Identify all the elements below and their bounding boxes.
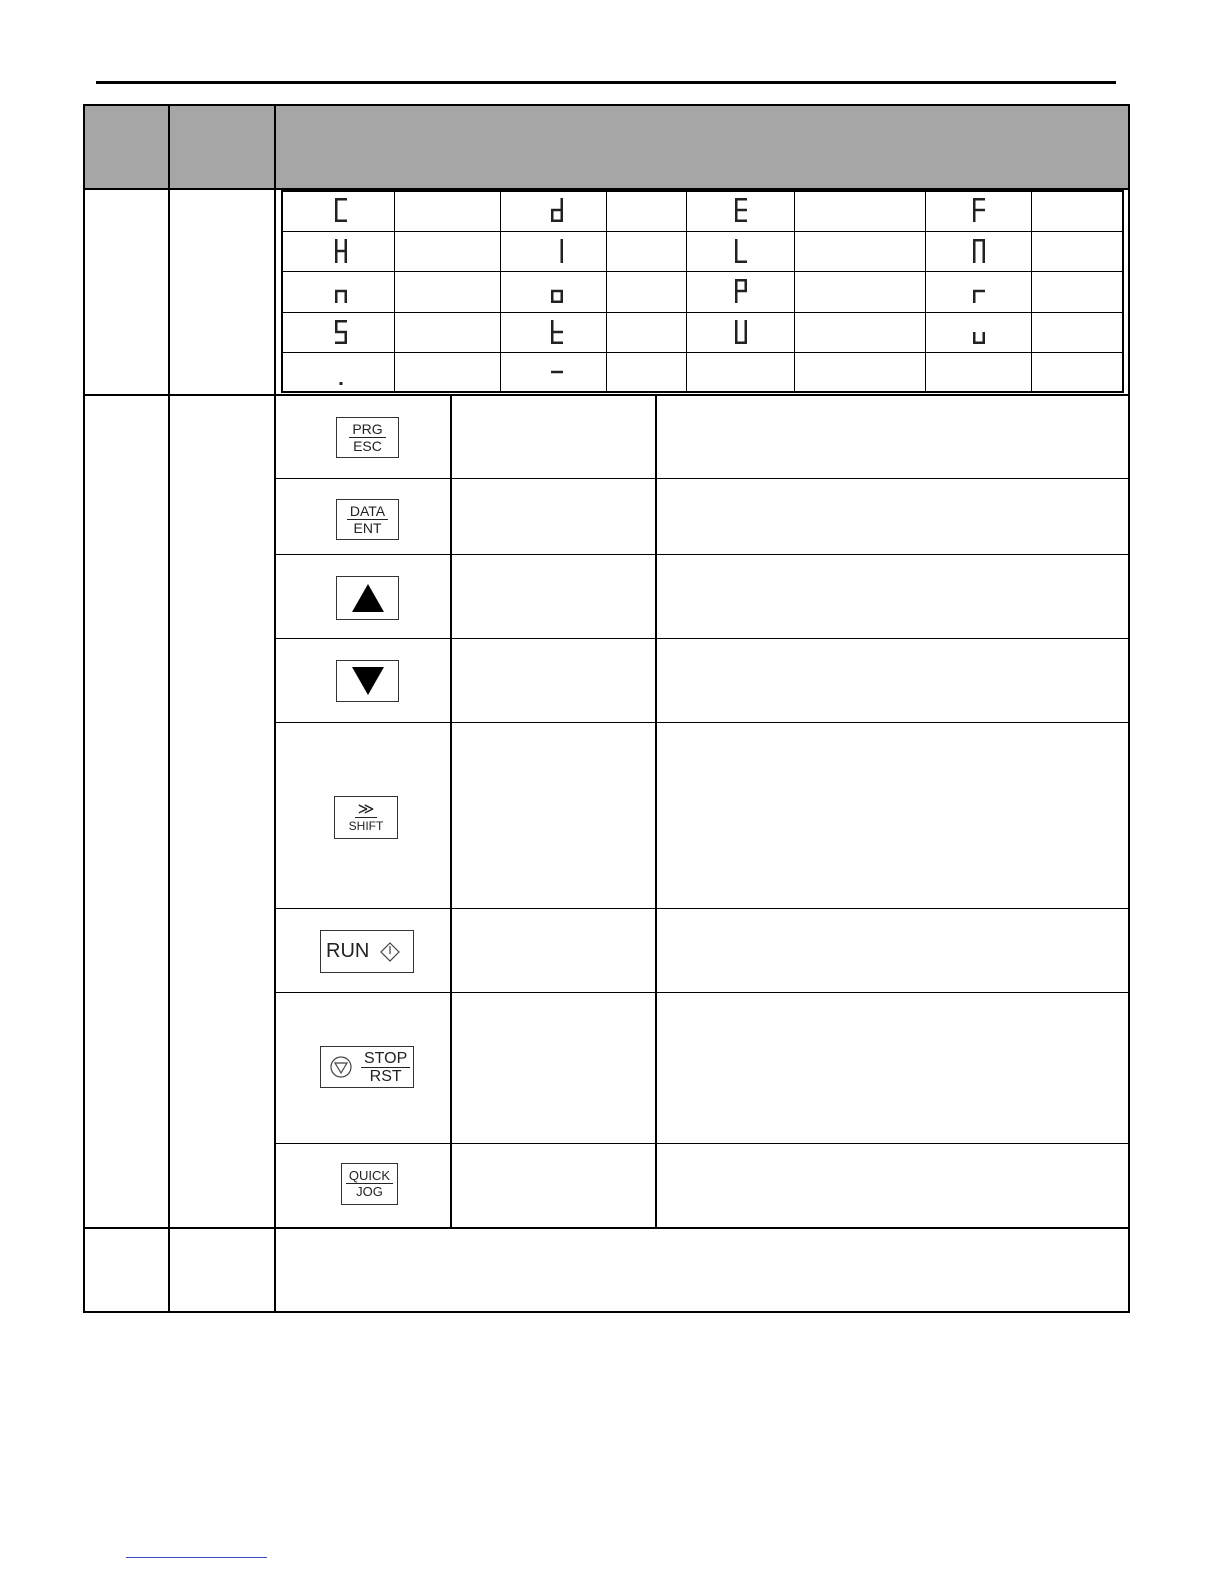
- segment-char-cell: [969, 277, 989, 305]
- esc-label: ESC: [353, 437, 382, 454]
- segment-char-cell: [547, 277, 567, 305]
- segment-bar: [973, 332, 976, 344]
- segment-char-glyph: [551, 360, 563, 384]
- seg-col-line: [606, 190, 607, 393]
- segment-bar: [551, 331, 563, 334]
- data-label: DATA: [347, 504, 388, 520]
- segment-bar: [551, 332, 554, 344]
- segment-char-cell: [969, 196, 989, 224]
- segment-char-glyph: [973, 320, 985, 344]
- segment-bar: [551, 290, 563, 293]
- key-row-divider: [275, 478, 1130, 479]
- segment-bar: [335, 210, 338, 222]
- segment-bar: [335, 342, 347, 345]
- segment-bar: [335, 198, 338, 210]
- segment-bar: [735, 209, 747, 212]
- segment-bar: [735, 332, 738, 344]
- segment-char-cell: [547, 318, 567, 346]
- key-row-divider: [275, 1143, 1130, 1144]
- key-row-divider: [275, 554, 1130, 555]
- column-divider-2: [274, 104, 276, 1313]
- stop-label: STOP: [361, 1050, 410, 1068]
- segment-char-glyph: [335, 279, 347, 303]
- segment-char-cell: [331, 358, 351, 386]
- segment-char-glyph: [735, 198, 747, 222]
- segment-bar: [973, 209, 985, 212]
- down-arrow-icon: [350, 665, 386, 697]
- segment-char-cell: [547, 196, 567, 224]
- segment-bar: [735, 198, 738, 210]
- seg-col-line: [686, 190, 687, 393]
- key-col-divider-2: [655, 395, 657, 1228]
- segment-bar: [561, 239, 564, 251]
- segment-bar: [561, 198, 564, 210]
- segment-bar: [983, 251, 986, 263]
- segment-bar: [345, 291, 348, 303]
- segment-char-cell: [731, 277, 751, 305]
- segment-char-cell: [547, 358, 567, 386]
- run-diamond-icon: [379, 941, 401, 963]
- segment-bar: [561, 251, 564, 263]
- segment-bar: [973, 210, 976, 222]
- segment-bar: [335, 320, 338, 332]
- up-arrow-icon: [350, 582, 386, 614]
- seg-col-line: [394, 190, 395, 393]
- segment-bar: [345, 239, 348, 251]
- segment-char-glyph: [551, 198, 563, 222]
- segment-bar: [973, 251, 976, 263]
- segment-bar: [973, 291, 976, 303]
- segment-bar: [335, 239, 338, 251]
- prg-label: PRG: [349, 422, 385, 438]
- column-divider-1: [168, 104, 170, 1313]
- segment-char-glyph: [973, 239, 985, 263]
- shift-key: [334, 796, 398, 839]
- row-divider-keys: [83, 394, 1130, 396]
- segment-bar: [551, 291, 554, 303]
- key-row-divider: [275, 992, 1130, 993]
- prg-esc-key: [336, 417, 399, 458]
- segment-bar: [335, 251, 338, 263]
- segment-bar: [735, 210, 738, 222]
- segment-char-glyph: [551, 239, 563, 263]
- segment-bar: [983, 239, 986, 251]
- segment-bar: [735, 279, 738, 291]
- segment-bar: [735, 239, 738, 251]
- key-col-divider-1: [450, 395, 452, 1228]
- quick-jog-key: [341, 1163, 398, 1205]
- segment-char-cell: [731, 237, 751, 265]
- stop-rst-key: [320, 1046, 414, 1088]
- segment-char-glyph: [973, 279, 985, 303]
- segment-bar: [551, 209, 563, 212]
- rst-label: RST: [369, 1067, 402, 1085]
- segment-char-glyph: [335, 239, 347, 263]
- segment-bar: [551, 210, 554, 222]
- key-row-divider: [275, 638, 1130, 639]
- segment-bar: [735, 291, 738, 303]
- segment-bar: [735, 290, 747, 293]
- shift-label: SHIFT: [348, 818, 384, 833]
- shift-glyph: ≫: [355, 802, 378, 818]
- seg-col-line: [794, 190, 795, 393]
- segment-char-cell: [331, 237, 351, 265]
- seg-row-line: [281, 312, 1124, 313]
- segment-char-glyph: [551, 279, 563, 303]
- segment-bar: [973, 239, 976, 251]
- segment-character-grid: [281, 190, 1124, 393]
- segment-bar: [973, 198, 976, 210]
- seg-row-line: [281, 231, 1124, 232]
- segment-char-cell: [969, 318, 989, 346]
- down-key: [336, 660, 399, 702]
- segment-char-glyph: [335, 360, 347, 384]
- run-key: [320, 930, 414, 973]
- jog-label: JOG: [356, 1184, 383, 1199]
- segment-bar: [973, 290, 985, 293]
- segment-bar: [551, 371, 563, 374]
- segment-char-cell: [731, 318, 751, 346]
- table-header-row: [85, 106, 1128, 190]
- row-divider-last: [83, 1227, 1130, 1229]
- key-row-divider: [275, 908, 1130, 909]
- quick-label: QUICK: [346, 1168, 393, 1184]
- seg-row-line: [281, 271, 1124, 272]
- segment-char-glyph: [735, 279, 747, 303]
- segment-char-cell: [969, 237, 989, 265]
- seg-col-line: [500, 190, 501, 393]
- segment-char-glyph: [735, 320, 747, 344]
- segment-bar: [735, 320, 738, 332]
- segment-char-glyph: [335, 198, 347, 222]
- segment-bar: [735, 251, 738, 263]
- data-ent-key: [336, 499, 399, 540]
- segment-bar: [335, 290, 347, 293]
- segment-char-glyph: [551, 320, 563, 344]
- segment-bar: [335, 250, 347, 253]
- key-row-divider: [275, 722, 1130, 723]
- footer-link-underline: [126, 1557, 267, 1558]
- up-key: [336, 576, 399, 620]
- seg-row-line: [281, 352, 1124, 353]
- segment-bar: [345, 251, 348, 263]
- segment-char-cell: [731, 196, 751, 224]
- segment-char-cell: [331, 196, 351, 224]
- header-rule: [96, 81, 1116, 84]
- segment-bar: [551, 320, 554, 332]
- seg-col-line: [925, 190, 926, 393]
- segment-bar: [335, 291, 338, 303]
- segment-char-cell: [331, 318, 351, 346]
- stop-rst-labels: [361, 1050, 410, 1085]
- segment-char-glyph: [335, 320, 347, 344]
- segment-bar: [745, 320, 748, 332]
- segment-char-cell: [547, 237, 567, 265]
- segment-bar: [335, 331, 347, 334]
- segment-char-glyph: [973, 198, 985, 222]
- segment-char-glyph: [735, 239, 747, 263]
- segment-bar: [745, 279, 748, 291]
- ent-label: ENT: [353, 519, 382, 536]
- run-label: RUN: [326, 940, 370, 962]
- segment-char-cell: [331, 277, 351, 305]
- stop-circle-icon: [329, 1055, 353, 1079]
- seg-col-line: [1031, 190, 1032, 393]
- segment-dot: [340, 382, 343, 385]
